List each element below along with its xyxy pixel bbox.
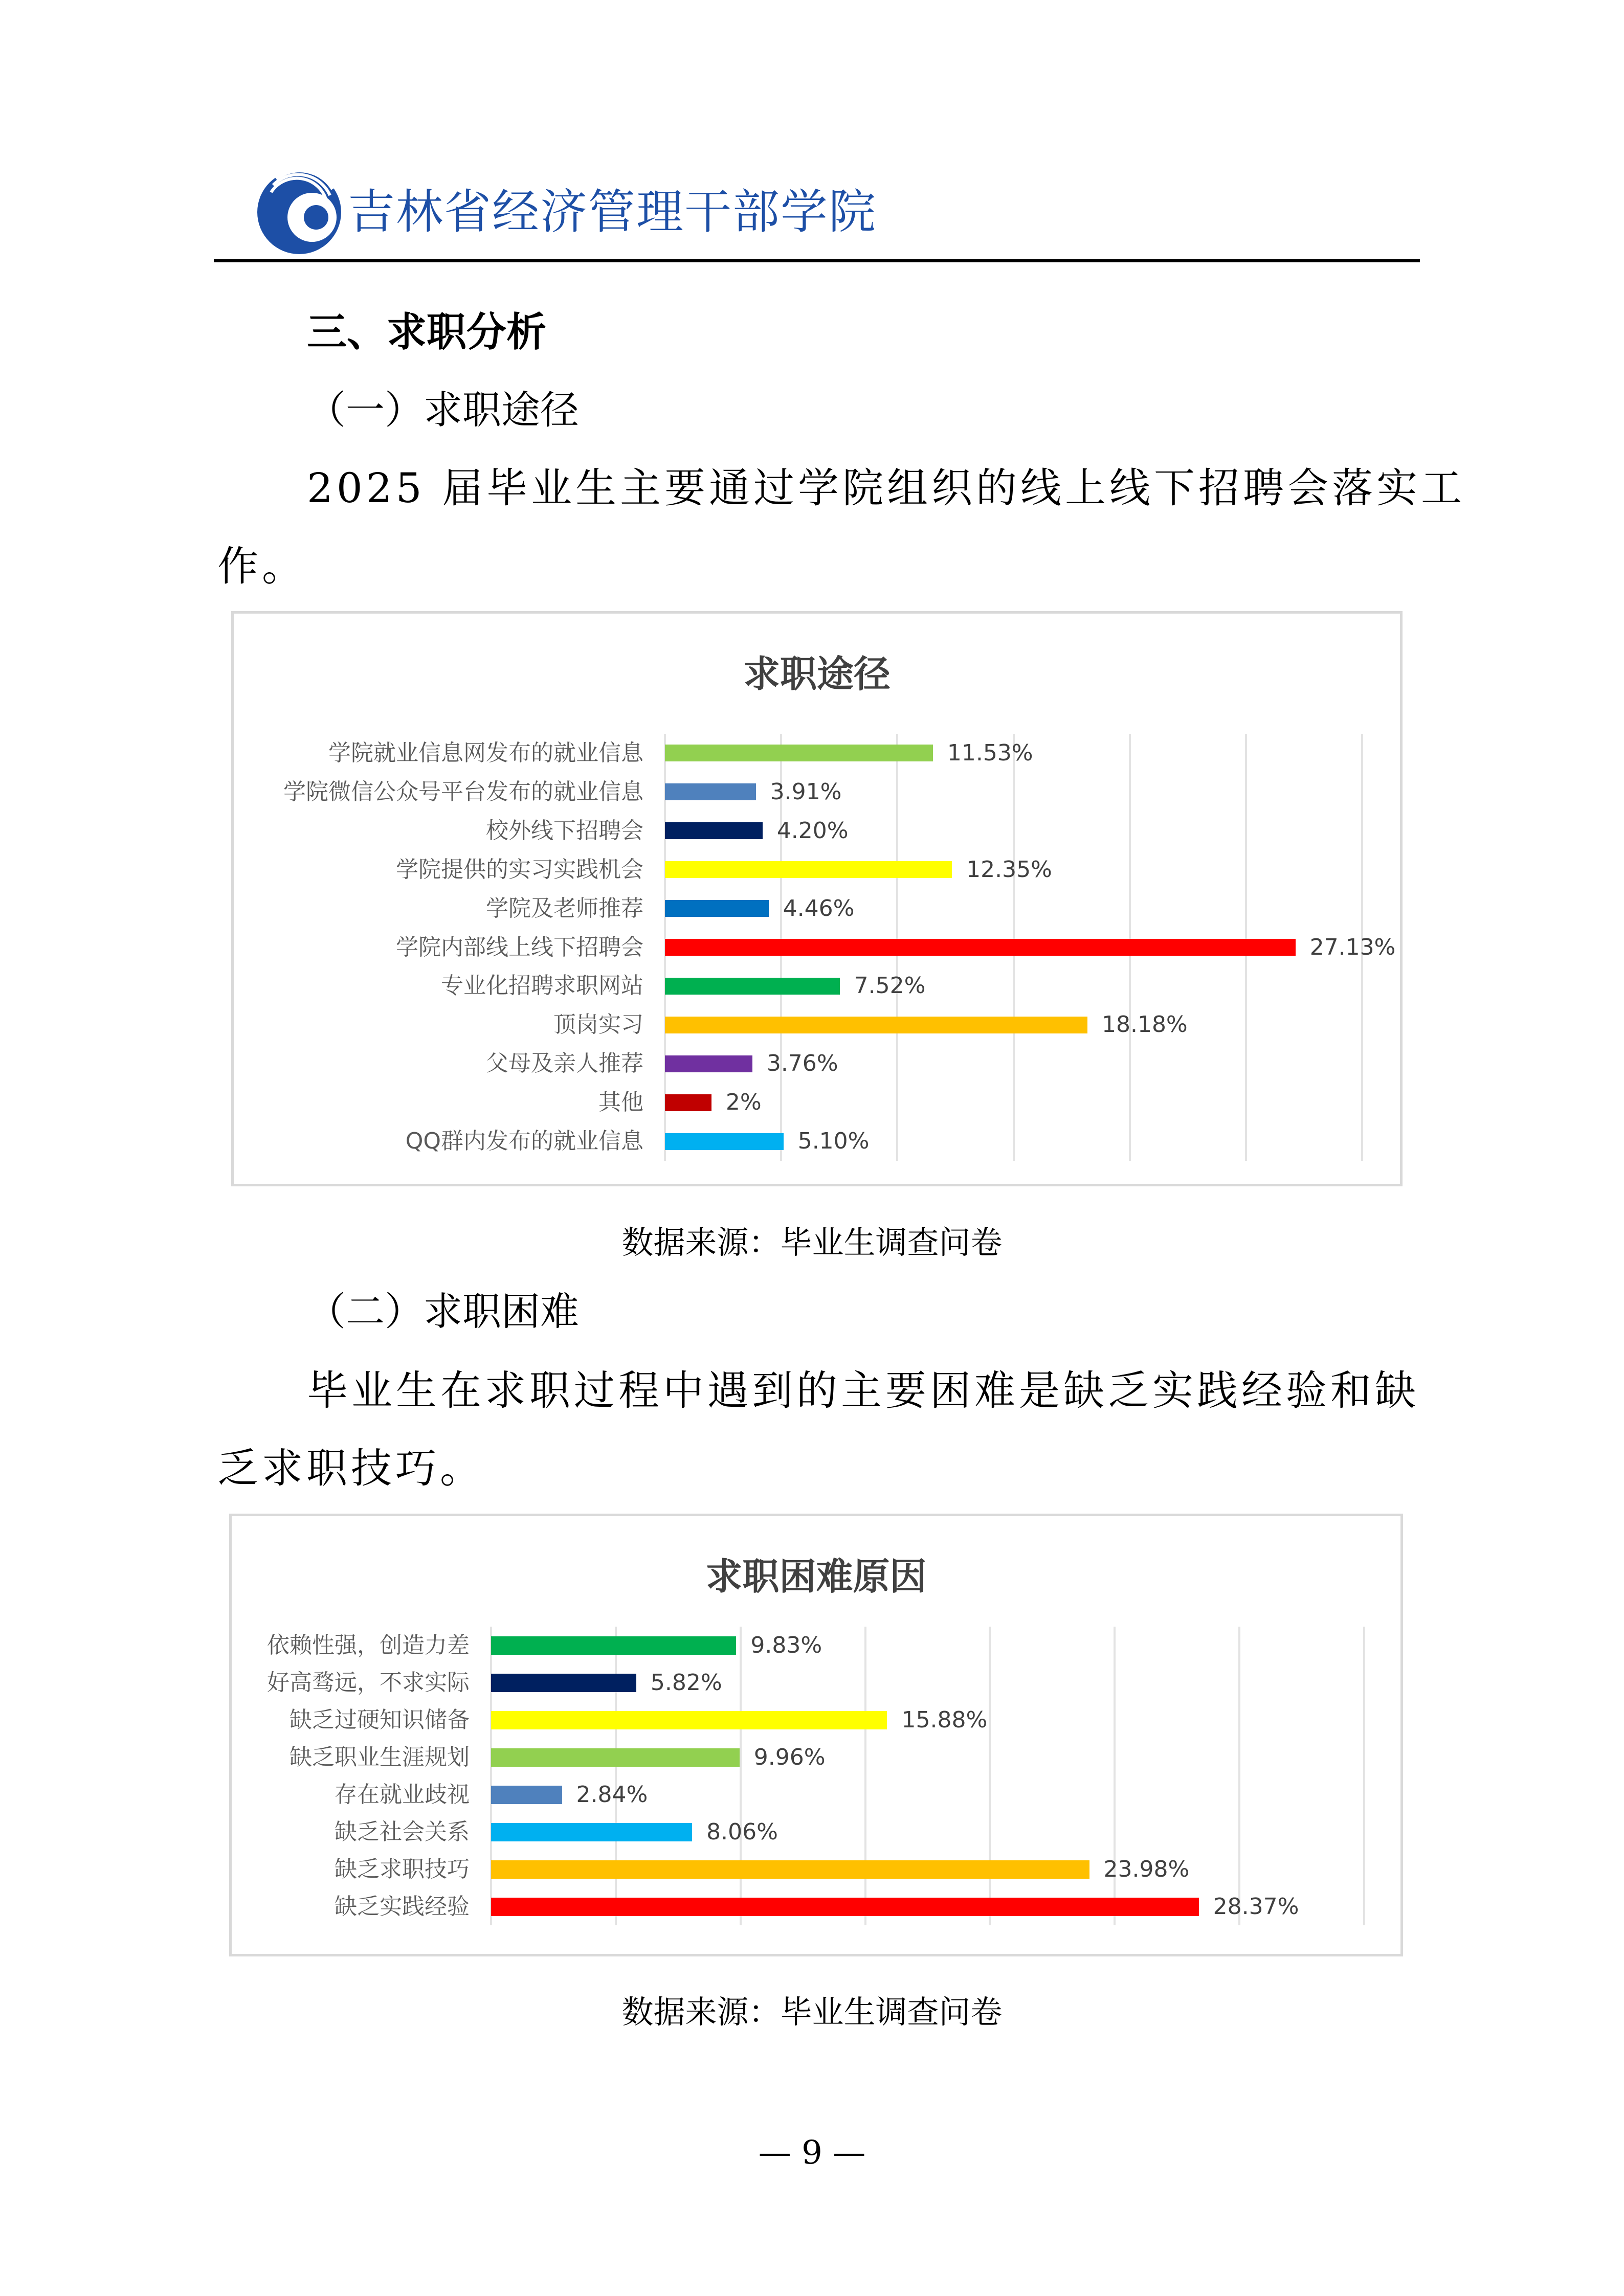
chart2-source-caption: 数据来源：毕业生调查问卷 [621, 1993, 1003, 2031]
data-label: 11.53% [947, 739, 1033, 766]
category-label: 依赖性强，创造力差 [267, 1632, 470, 1658]
paragraph-job-difficulties-line1: 毕业生在求职过程中遇到的主要困难是缺乏实践经验和缺 [307, 1367, 1419, 1414]
gridline [864, 1627, 866, 1925]
chart1-source-caption: 数据来源：毕业生调查问卷 [621, 1224, 1003, 1261]
subsection-title-job-channels: （一）求职途径 [307, 387, 579, 433]
data-label: 23.98% [1103, 1856, 1190, 1882]
chart-plot-area [234, 614, 1400, 1184]
bar [665, 745, 933, 761]
category-label: 专业化招聘求职网站 [441, 973, 643, 999]
chart-plot-area [232, 1516, 1400, 1954]
paragraph-job-difficulties-line2: 乏求职技巧。 [217, 1445, 484, 1492]
chart-title: 求职困难原因 [705, 1555, 927, 1598]
bar [665, 1133, 784, 1150]
paragraph-job-channels-line1: 2025 届毕业生主要通过学院组织的线上线下招聘会落实工 [307, 464, 1466, 512]
bar [491, 1748, 740, 1767]
data-label: 12.35% [966, 856, 1052, 883]
data-label: 2.84% [576, 1781, 648, 1808]
data-label: 4.20% [776, 817, 849, 844]
chart-job-channels [231, 611, 1403, 1186]
data-label: 15.88% [901, 1706, 988, 1733]
bar [491, 1860, 1089, 1879]
gridline [989, 1627, 991, 1925]
bar [665, 1055, 752, 1072]
data-label: 8.06% [706, 1818, 778, 1845]
data-label: 5.10% [797, 1128, 870, 1155]
bar [491, 1674, 636, 1692]
category-label: 学院微信公众号平台发布的就业信息 [283, 778, 643, 805]
bar [491, 1636, 736, 1655]
college-logo-icon [256, 169, 343, 256]
gridline [490, 1627, 492, 1925]
bar [665, 978, 840, 995]
data-label: 28.37% [1213, 1893, 1299, 1920]
bar [665, 783, 756, 800]
data-label: 3.76% [766, 1050, 838, 1077]
data-label: 27.13% [1309, 934, 1396, 960]
subsection-title-job-difficulties: （二）求职困难 [307, 1289, 579, 1334]
category-label: 缺乏过硬知识储备 [290, 1706, 470, 1733]
bar [491, 1786, 562, 1804]
category-label: 顶岗实习 [553, 1011, 643, 1038]
bar [665, 900, 769, 917]
category-label: 学院就业信息网发布的就业信息 [328, 739, 643, 766]
paragraph-job-channels-line2: 作。 [217, 543, 306, 590]
gridline [1363, 1627, 1365, 1925]
data-label: 5.82% [650, 1669, 722, 1696]
gridline [1238, 1627, 1240, 1925]
category-label: 缺乏职业生涯规划 [290, 1744, 470, 1770]
page-number: — 9 — [758, 2134, 866, 2172]
bar [665, 822, 763, 839]
bar [491, 1711, 887, 1729]
data-label: 9.83% [750, 1632, 822, 1658]
gridline [615, 1627, 617, 1925]
category-label: 存在就业歧视 [335, 1781, 470, 1808]
category-label: 校外线下招聘会 [486, 817, 643, 844]
data-label: 9.96% [753, 1744, 826, 1770]
category-label: 学院提供的实习实践机会 [396, 856, 643, 883]
gridline [740, 1627, 742, 1925]
category-label: 其他 [598, 1089, 643, 1116]
data-label: 2% [725, 1089, 762, 1116]
header-divider [214, 259, 1420, 262]
category-label: 缺乏求职技巧 [335, 1856, 470, 1882]
bar [491, 1823, 692, 1841]
data-label: 18.18% [1101, 1011, 1188, 1038]
category-label: 父母及亲人推荐 [486, 1050, 643, 1077]
section-title: 三、求职分析 [307, 309, 547, 355]
data-label: 7.52% [854, 973, 926, 999]
bar [491, 1898, 1199, 1916]
category-label: 学院及老师推荐 [486, 895, 643, 921]
category-label: 好高骛远，不求实际 [267, 1669, 470, 1696]
data-label: 3.91% [770, 778, 842, 805]
bar [665, 1094, 711, 1111]
bar [665, 861, 952, 878]
bar [665, 939, 1296, 956]
category-label: 缺乏实践经验 [335, 1893, 470, 1920]
category-label: QQ群内发布的就业信息 [405, 1128, 643, 1155]
bar [665, 1017, 1087, 1033]
institution-name: 吉林省经济管理干部学院 [348, 185, 877, 239]
chart-title: 求职途径 [743, 652, 891, 695]
chart-job-difficulties [229, 1514, 1403, 1956]
category-label: 学院内部线上线下招聘会 [396, 934, 643, 960]
data-label: 4.46% [783, 895, 855, 921]
category-label: 缺乏社会关系 [335, 1818, 470, 1845]
